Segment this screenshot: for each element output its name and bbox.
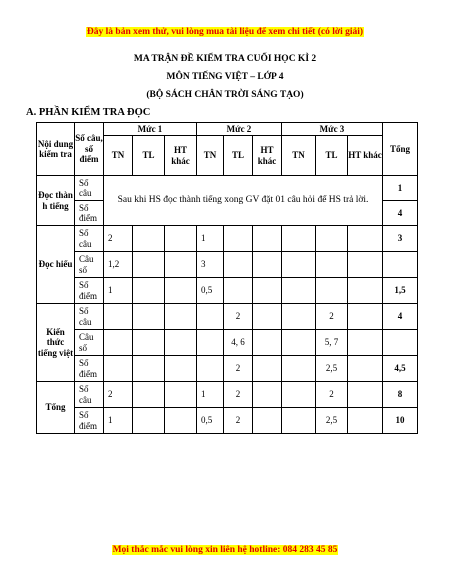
empty-cell bbox=[282, 330, 316, 356]
value-cell: 3 bbox=[197, 252, 224, 278]
value-cell: 2 bbox=[224, 356, 253, 382]
total-cell: 4 bbox=[383, 304, 418, 330]
empty-cell bbox=[104, 356, 133, 382]
empty-cell bbox=[383, 330, 418, 356]
total-cell: 1 bbox=[383, 176, 418, 201]
unit-cau-so: Câu số bbox=[75, 252, 104, 278]
empty-cell bbox=[165, 304, 197, 330]
empty-cell bbox=[316, 278, 348, 304]
row-label-kien-thuc: Kiến thức tiếng việt bbox=[37, 304, 75, 382]
preview-banner-text: Đây là bản xem thử, vui lòng mua tài liệu để xem chi tiết (có lời giải) bbox=[86, 27, 364, 37]
empty-cell bbox=[282, 304, 316, 330]
empty-cell bbox=[165, 382, 197, 408]
header-l1-ht: HT khác bbox=[165, 136, 197, 176]
doc-title-line3: (BỘ SÁCH CHÂN TRỜI SÁNG TẠO) bbox=[146, 90, 304, 100]
empty-cell bbox=[165, 278, 197, 304]
value-cell: 1 bbox=[104, 278, 133, 304]
empty-cell bbox=[282, 278, 316, 304]
empty-cell bbox=[133, 226, 165, 252]
read-aloud-note: Sau khi HS đọc thành tiếng xong GV đặt 01 câu hỏi để HS trả lời. bbox=[104, 176, 383, 226]
doc-title-line1: MA TRẬN ĐỀ KIỂM TRA CUỐI HỌC KÌ 2 bbox=[133, 54, 317, 64]
table-row bbox=[37, 304, 418, 330]
unit-so-diem: Số điểm bbox=[75, 356, 104, 382]
total-cell: 4,5 bbox=[383, 356, 418, 382]
total-cell: 10 bbox=[383, 408, 418, 434]
value-cell: 2 bbox=[224, 382, 253, 408]
header-content: Nội dung kiểm tra bbox=[37, 123, 75, 176]
empty-cell bbox=[253, 304, 282, 330]
table-row bbox=[37, 408, 418, 434]
total-cell: 3 bbox=[383, 226, 418, 252]
table-row bbox=[37, 176, 418, 201]
empty-cell bbox=[253, 382, 282, 408]
empty-cell bbox=[133, 382, 165, 408]
value-cell: 0,5 bbox=[197, 408, 224, 434]
empty-cell bbox=[282, 356, 316, 382]
empty-cell bbox=[253, 408, 282, 434]
header-l2-tl: TL bbox=[224, 136, 253, 176]
value-cell: 2,5 bbox=[316, 408, 348, 434]
header-level2: Mức 2 bbox=[197, 123, 282, 136]
empty-cell bbox=[133, 408, 165, 434]
empty-cell bbox=[197, 330, 224, 356]
empty-cell bbox=[133, 330, 165, 356]
empty-cell bbox=[165, 226, 197, 252]
empty-cell bbox=[348, 226, 383, 252]
header-l3-tn: TN bbox=[282, 136, 316, 176]
hotline-banner bbox=[0, 545, 450, 555]
value-cell: 0,5 bbox=[197, 278, 224, 304]
empty-cell bbox=[348, 382, 383, 408]
header-l3-ht: HT khác bbox=[348, 136, 383, 176]
table-row bbox=[37, 278, 418, 304]
row-label-doc-thanh-tieng: Đọc thàn h tiếng bbox=[37, 176, 75, 226]
empty-cell bbox=[316, 252, 348, 278]
table-row bbox=[37, 356, 418, 382]
unit-so-diem: Số điểm bbox=[75, 278, 104, 304]
total-cell: 4 bbox=[383, 201, 418, 226]
header-l3-tl: TL bbox=[316, 136, 348, 176]
empty-cell bbox=[253, 278, 282, 304]
empty-cell bbox=[253, 356, 282, 382]
empty-cell bbox=[348, 278, 383, 304]
unit-so-cau: Số câu bbox=[75, 176, 104, 201]
empty-cell bbox=[224, 278, 253, 304]
header-l1-tl: TL bbox=[133, 136, 165, 176]
table-row bbox=[37, 330, 418, 356]
hotline-banner-text: Mọi thắc mắc vui lòng xin liên hệ hotline: 084 283 45 85 bbox=[112, 545, 338, 555]
empty-cell bbox=[133, 278, 165, 304]
value-cell: 2 bbox=[104, 382, 133, 408]
empty-cell bbox=[282, 252, 316, 278]
header-l2-ht: HT khác bbox=[253, 136, 282, 176]
total-cell: 1,5 bbox=[383, 278, 418, 304]
header-row-1 bbox=[37, 123, 418, 136]
value-cell: 5, 7 bbox=[316, 330, 348, 356]
empty-cell bbox=[282, 408, 316, 434]
exam-matrix-table bbox=[36, 122, 418, 434]
doc-title-line2: MÔN TIẾNG VIỆT – LỚP 4 bbox=[166, 72, 284, 82]
empty-cell bbox=[253, 226, 282, 252]
value-cell: 2 bbox=[316, 304, 348, 330]
empty-cell bbox=[224, 252, 253, 278]
unit-so-cau: Số câu bbox=[75, 382, 104, 408]
row-label-doc-hieu: Đọc hiểu bbox=[37, 226, 75, 304]
empty-cell bbox=[348, 408, 383, 434]
value-cell: 1 bbox=[197, 226, 224, 252]
unit-so-cau: Số câu bbox=[75, 304, 104, 330]
section-heading: A. PHẦN KIỂM TRA ĐỌC bbox=[26, 107, 151, 118]
preview-banner bbox=[0, 27, 450, 37]
empty-cell bbox=[348, 330, 383, 356]
empty-cell bbox=[165, 408, 197, 434]
value-cell: 2 bbox=[224, 408, 253, 434]
value-cell: 1 bbox=[197, 382, 224, 408]
empty-cell bbox=[282, 226, 316, 252]
empty-cell bbox=[197, 304, 224, 330]
row-label-tong: Tổng bbox=[37, 382, 75, 434]
empty-cell bbox=[348, 252, 383, 278]
header-l2-tn: TN bbox=[197, 136, 224, 176]
empty-cell bbox=[282, 382, 316, 408]
header-level1: Mức 1 bbox=[104, 123, 197, 136]
total-cell: 8 bbox=[383, 382, 418, 408]
unit-so-diem: Số điểm bbox=[75, 408, 104, 434]
value-cell: 2 bbox=[316, 382, 348, 408]
value-cell: 1 bbox=[104, 408, 133, 434]
value-cell: 2,5 bbox=[316, 356, 348, 382]
header-count: Số câu, số điểm bbox=[75, 123, 104, 176]
empty-cell bbox=[104, 304, 133, 330]
header-total: Tổng bbox=[383, 123, 418, 176]
empty-cell bbox=[253, 330, 282, 356]
empty-cell bbox=[224, 226, 253, 252]
empty-cell bbox=[253, 252, 282, 278]
empty-cell bbox=[104, 330, 133, 356]
value-cell: 2 bbox=[104, 226, 133, 252]
empty-cell bbox=[165, 356, 197, 382]
empty-cell bbox=[316, 226, 348, 252]
value-cell: 4, 6 bbox=[224, 330, 253, 356]
value-cell: 1,2 bbox=[104, 252, 133, 278]
unit-cau-so: Câu số bbox=[75, 330, 104, 356]
empty-cell bbox=[165, 252, 197, 278]
table-row bbox=[37, 226, 418, 252]
empty-cell bbox=[133, 304, 165, 330]
table-row bbox=[37, 382, 418, 408]
empty-cell bbox=[197, 356, 224, 382]
value-cell: 2 bbox=[224, 304, 253, 330]
empty-cell bbox=[165, 330, 197, 356]
empty-cell bbox=[348, 356, 383, 382]
empty-cell bbox=[133, 252, 165, 278]
empty-cell bbox=[383, 252, 418, 278]
header-l1-tn: TN bbox=[104, 136, 133, 176]
table-row bbox=[37, 252, 418, 278]
empty-cell bbox=[348, 304, 383, 330]
unit-so-cau: Số câu bbox=[75, 226, 104, 252]
unit-so-diem: Số điểm bbox=[75, 201, 104, 226]
header-level3: Mức 3 bbox=[282, 123, 383, 136]
empty-cell bbox=[133, 356, 165, 382]
